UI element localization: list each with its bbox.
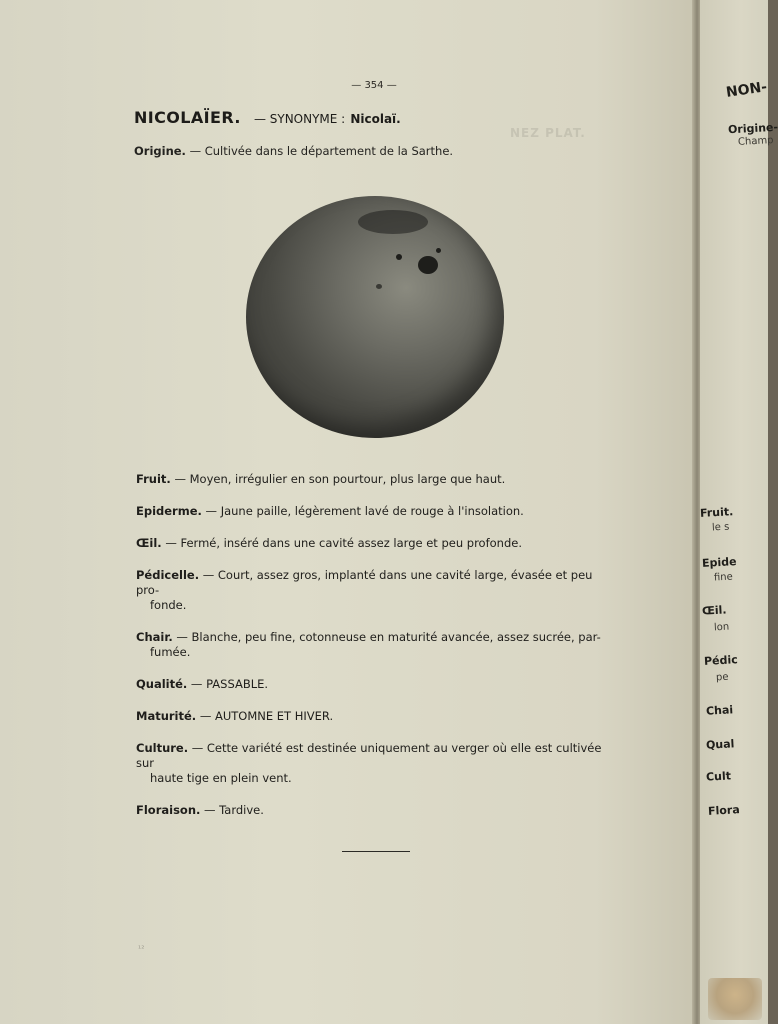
fruit-blemish xyxy=(358,210,428,234)
description-text: — Fermé, inséré dans une cavité assez large et peu profonde. xyxy=(161,536,523,550)
description-entry xyxy=(136,536,610,551)
bleed-through-text: NEZ PLAT. xyxy=(510,126,586,140)
description-label: Chair. xyxy=(136,630,173,644)
description-label: Fruit. xyxy=(136,472,171,486)
description-text: — AUTOMNE ET HIVER. xyxy=(196,709,334,723)
description-text: — Blanche, peu fine, cotonneuse en maturité avancée, assez sucrée, par- xyxy=(172,630,601,644)
description-text: — PASSABLE. xyxy=(187,677,269,691)
right-page-label: Fruit. xyxy=(699,505,734,520)
right-page-label: Chai xyxy=(705,703,734,718)
description-label: Qualité. xyxy=(136,677,188,691)
entry-title xyxy=(134,108,401,127)
right-page-label: Pédic xyxy=(703,653,739,668)
description-label: Floraison. xyxy=(136,803,201,817)
description-entry xyxy=(136,630,610,660)
origin-label: Origine. xyxy=(134,144,186,158)
right-page-label: lon xyxy=(713,621,730,634)
description-entry xyxy=(136,677,610,692)
description-entry xyxy=(136,504,610,519)
cultivar-name: NICOLAÏER. xyxy=(134,108,241,127)
synonym-name: Nicolaï. xyxy=(350,112,401,126)
description-text: — Moyen, irrégulier en son pourtour, plus large que haut. xyxy=(170,472,506,486)
description-label: Pédicelle. xyxy=(136,568,200,582)
description-continuation: fonde. xyxy=(150,598,187,612)
corner-logo xyxy=(708,978,762,1020)
description-label: Culture. xyxy=(136,741,189,755)
description-continuation: fumée. xyxy=(150,645,191,659)
description-label: Maturité. xyxy=(136,709,197,723)
page-number: — 354 — xyxy=(351,80,397,91)
description-text: — Court, assez gros, implanté dans une cavité large, évasée et peu pro- xyxy=(136,568,593,597)
description-entry xyxy=(136,472,610,487)
right-page-label: le s xyxy=(711,521,730,534)
description-entry xyxy=(136,803,610,818)
right-page-origin-text: Champ xyxy=(737,135,774,148)
right-page-label: Œil. xyxy=(701,603,727,618)
right-page-label: Cult xyxy=(705,769,732,784)
description-label: Œil. xyxy=(136,536,162,550)
description-entry xyxy=(136,568,610,613)
origin-text: — Cultivée dans le département de la Sarthe. xyxy=(189,144,454,158)
page-mark: ¹² xyxy=(138,944,145,953)
description-list xyxy=(136,472,610,835)
right-page xyxy=(699,0,778,1024)
synonym-label: — SYNONYME : xyxy=(253,112,346,126)
right-page-label: Flora xyxy=(707,803,741,818)
fruit-photograph xyxy=(246,196,504,438)
description-entry xyxy=(136,741,610,786)
description-text: — Jaune paille, légèrement lavé de rouge à l'insolation. xyxy=(201,504,524,518)
right-page-origin-label: Origine- xyxy=(727,120,778,137)
right-page-label: fine xyxy=(713,571,734,584)
description-label: Epiderme. xyxy=(136,504,202,518)
fruit-blemish xyxy=(436,248,441,253)
fruit-blemish xyxy=(396,254,402,260)
right-page-title: NON- xyxy=(725,79,769,101)
description-text: — Tardive. xyxy=(200,803,264,817)
origin-line xyxy=(134,144,453,158)
description-entry xyxy=(136,709,610,724)
right-page-label: pe xyxy=(715,671,729,684)
right-page-label: Qual xyxy=(705,737,735,752)
fruit-blemish xyxy=(376,284,382,289)
end-rule xyxy=(342,851,410,852)
description-continuation: haute tige en plein vent. xyxy=(150,771,292,785)
description-text: — Cette variété est destinée uniquement au verger où elle est cultivée sur xyxy=(136,741,602,770)
fruit-blemish xyxy=(418,256,438,274)
right-page-label: Epide xyxy=(701,555,737,570)
